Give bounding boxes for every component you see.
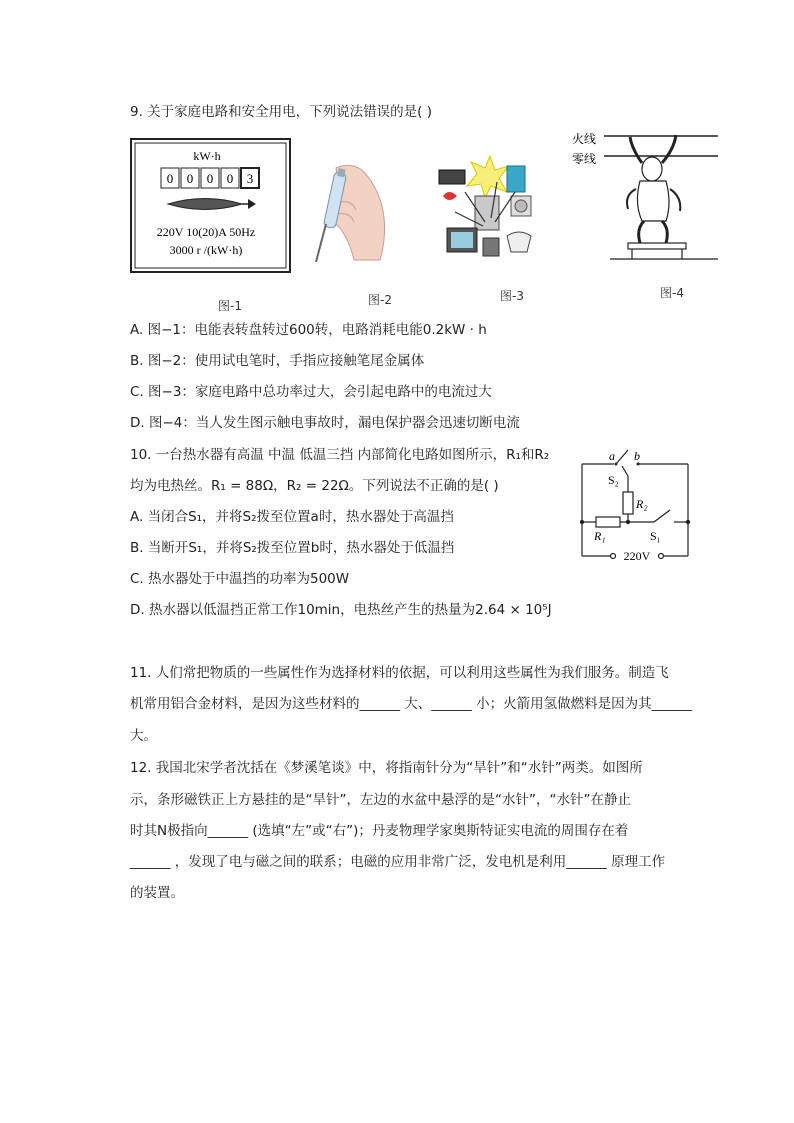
meter-digit-1: 0 xyxy=(166,171,174,186)
figure-3-appliances xyxy=(435,152,540,264)
q11-line-3: 大。 xyxy=(130,728,157,744)
q10-stem-line-1: 10. 一台热水器有高温 中温 低温三挡 内部简化电路如图所示，R₁和R₂ xyxy=(130,447,550,463)
q9-option-c: C. 图−3：家庭电路中总功率过大，会引起电路中的电流过大 xyxy=(130,384,492,400)
circuit-label-s2: S₂ xyxy=(608,473,619,487)
meter-unit: kW·h xyxy=(193,149,221,163)
q10-stem-line-2: 均为电热丝。R₁ = 88Ω，R₂ = 22Ω。下列说法不正确的是( ) xyxy=(130,478,499,494)
meter-digit-2: 0 xyxy=(186,171,194,186)
figure-4-electric-shock xyxy=(570,125,720,265)
circuit-label-r1: R₁ xyxy=(594,529,606,543)
q9-option-d: D. 图−4：当人发生图示触电事故时，漏电保护器会迅速切断电流 xyxy=(130,415,520,431)
q12-line-4: ______ ，发现了电与磁之间的联系；电磁的应用非常广泛，发电机是利用______ 原理工作 xyxy=(130,854,666,870)
q11-line-1: 11. 人们常把物质的一些属性作为选择材料的依据，可以利用这些属性为我们服务。制造飞 xyxy=(130,665,669,681)
q9-stem: 9. 关于家庭电路和安全用电，下列说法错误的是( ) xyxy=(130,104,432,120)
figure-2-test-pen xyxy=(310,162,390,264)
neutral-wire-label: 零线 xyxy=(572,152,597,166)
circuit-label-b: b xyxy=(634,449,640,463)
caption-figure-3: 图-3 xyxy=(500,289,524,303)
q12-line-2: 示，条形磁铁正上方悬挂的是“旱针”，左边的水盆中悬浮的是“水针”，“水针”在静止 xyxy=(130,792,631,808)
q10-option-d: D. 热水器以低温挡正常工作10min，电热丝产生的热量为2.64 × 10⁵J xyxy=(130,602,552,618)
meter-spec-1: 220V 10(20)A 50Hz xyxy=(156,225,256,239)
circuit-label-r2: R₂ xyxy=(636,497,648,511)
q9-option-b: B. 图−2：使用试电笔时，手指应接触笔尾金属体 xyxy=(130,353,425,369)
meter-digit-4: 0 xyxy=(226,171,234,186)
live-wire-label: 火线 xyxy=(572,132,597,146)
circuit-label-a: a xyxy=(609,449,615,463)
circuit-label-s1: S₁ xyxy=(650,529,661,543)
caption-figure-4: 图-4 xyxy=(660,286,684,300)
meter-digit-3: 0 xyxy=(206,171,214,186)
caption-figure-2: 图-2 xyxy=(368,293,392,307)
figure-1-energy-meter xyxy=(130,138,292,274)
circuit-label-voltage: 220V xyxy=(623,549,651,563)
q10-circuit-diagram xyxy=(576,446,696,572)
q12-line-3: 时其N极指向______ (选填“左”或“右”)；丹麦物理学家奥斯特证实电流的周围存在着 xyxy=(130,823,629,839)
q10-option-a: A. 当闭合S₁，并将S₂拨至位置a时，热水器处于高温挡 xyxy=(130,509,454,525)
q12-line-5: 的装置。 xyxy=(130,885,184,901)
caption-figure-1: 图-1 xyxy=(218,299,242,313)
q12-line-1: 12. 我国北宋学者沈括在《梦溪笔谈》中，将指南针分为“旱针”和“水针”两类。如图所 xyxy=(130,760,643,776)
q9-option-a: A. 图−1：电能表转盘转过600转，电路消耗电能0.2kW · h xyxy=(130,322,487,338)
q10-option-b: B. 当断开S₁，并将S₂拨至位置b时，热水器处于低温挡 xyxy=(130,540,455,556)
meter-digit-5: 3 xyxy=(246,171,254,186)
q10-option-c: C. 热水器处于中温挡的功率为500W xyxy=(130,571,350,587)
meter-spec-2: 3000 r /(kW·h) xyxy=(169,243,243,257)
q11-line-2: 机常用铝合金材料，是因为这些材料的______ 大、______ 小；火箭用氢做燃料是因为其______ xyxy=(130,696,693,712)
